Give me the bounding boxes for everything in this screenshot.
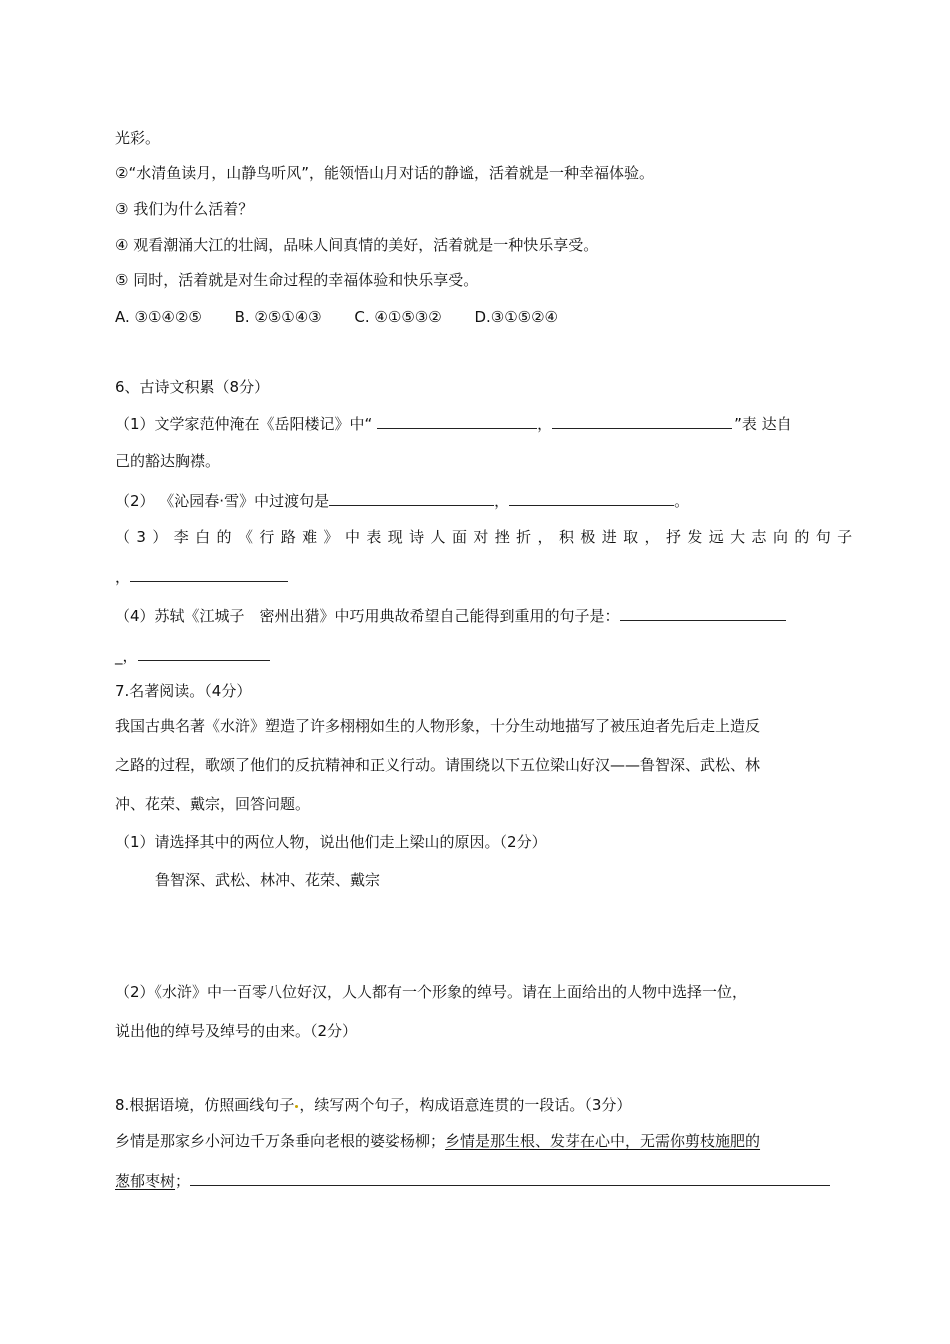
q6-item-1-text: （1）文学家范仲淹在《岳阳楼记》中“ xyxy=(115,415,373,433)
q5-option-5: ⑤ 同时，活着就是对生命过程的幸福体验和快乐享受。 xyxy=(115,271,479,289)
q7-sub-2-cont: 说出他的绰号及绰号的由来。（2分） xyxy=(115,1022,358,1040)
q8-underlined-sentence: 葱郁枣树 xyxy=(115,1172,176,1190)
q6-item-1 xyxy=(115,413,792,434)
choice-d[interactable]: D.③①⑤②④ xyxy=(474,308,559,326)
choice-a[interactable]: A. ③①④②⑤ xyxy=(115,308,202,326)
q6-item-1-tail: ”表 达自 xyxy=(734,415,792,433)
q8-title-part: 8.根据语境，仿照画线句子 xyxy=(115,1096,295,1114)
q6-item-3-cont xyxy=(115,566,288,587)
q5-choices xyxy=(115,307,558,327)
q6-item-2-text: （2） 《沁园春·雪》中过渡句是 xyxy=(115,492,330,510)
q5-option-4: ④ 观看潮涌大江的壮阔，品味人间真情的美好，活着就是一种快乐享受。 xyxy=(115,236,599,254)
q6-item-3-comma: ， xyxy=(115,568,131,586)
q6-item-2 xyxy=(115,490,689,511)
q7-sub-2: （2）《水浒》中一百零八位好汉，人人都有一个形象的绰号。请在上面给出的人物中选择一位， xyxy=(115,983,748,1001)
answer-blank[interactable] xyxy=(552,413,732,429)
q5-text-line: 光彩。 xyxy=(115,129,161,147)
q7-names: 鲁智深、武松、林冲、花荣、戴宗 xyxy=(155,871,381,889)
choice-c[interactable]: C. ④①⑤③② xyxy=(354,308,442,326)
q6-item-4-prefix: _， xyxy=(115,647,138,665)
q6-item-2-comma: ， xyxy=(494,492,510,510)
q6-item-3: （3）李白的《行路难》中表现诗人面对挫折，积极进取，抒发远大志向的句子 xyxy=(115,528,859,546)
answer-blank[interactable] xyxy=(190,1170,830,1186)
choice-b[interactable]: B. ②⑤①④③ xyxy=(234,308,322,326)
answer-blank[interactable] xyxy=(329,490,494,506)
q7-para-line: 我国古典名著《水浒》塑造了许多栩栩如生的人物形象，十分生动地描写了被压迫者先后走上造反 xyxy=(115,717,761,735)
q8-context-line xyxy=(115,1131,760,1151)
q6-item-4-cont xyxy=(115,645,270,666)
q8-text: ； xyxy=(175,1172,191,1190)
answer-blank[interactable] xyxy=(620,605,786,621)
q6-item-2-end: 。 xyxy=(674,492,690,510)
q5-option-2: ②“水清鱼读月，山静鸟听风”，能领悟山月对话的静谧，活着就是一种幸福体验。 xyxy=(115,164,654,182)
q6-item-4-text: （4）苏轼《江城子 密州出猎》中巧用典故希望自己能得到重用的句子是： xyxy=(115,607,620,625)
q6-item-1-cont: 己的豁达胸襟。 xyxy=(115,452,221,470)
q6-title: 6、古诗文积累（8分） xyxy=(115,378,270,396)
q7-sub-1: （1）请选择其中的两位人物，说出他们走上梁山的原因。（2分） xyxy=(115,833,547,851)
q7-title: 7.名著阅读。（4分） xyxy=(115,682,252,700)
answer-blank[interactable] xyxy=(138,645,270,661)
emphasis-dot-icon xyxy=(295,1105,298,1108)
q6-item-4 xyxy=(115,605,786,626)
q5-option-3: ③ 我们为什么活着？ xyxy=(115,200,254,218)
q8-title-part: ，续写两个句子，构成语意连贯的一段话。（3分） xyxy=(299,1096,632,1114)
q8-context-line-2 xyxy=(115,1170,830,1191)
q7-para-line: 冲、花荣、戴宗，回答问题。 xyxy=(115,795,311,813)
q8-underlined-sentence: 乡情是那生根、发芽在心中，无需你剪枝施肥的 xyxy=(445,1132,761,1150)
q7-para-line: 之路的过程，歌颂了他们的反抗精神和正义行动。请围绕以下五位梁山好汉——鲁智深、武松、林 xyxy=(115,756,761,774)
answer-blank[interactable] xyxy=(377,413,537,429)
answer-blank[interactable] xyxy=(130,566,288,582)
q8-title xyxy=(115,1095,631,1115)
answer-blank[interactable] xyxy=(509,490,674,506)
q6-item-1-comma: ， xyxy=(537,415,553,433)
q8-text: 乡情是那家乡小河边千万条垂向老根的婆娑杨柳； xyxy=(115,1132,446,1150)
